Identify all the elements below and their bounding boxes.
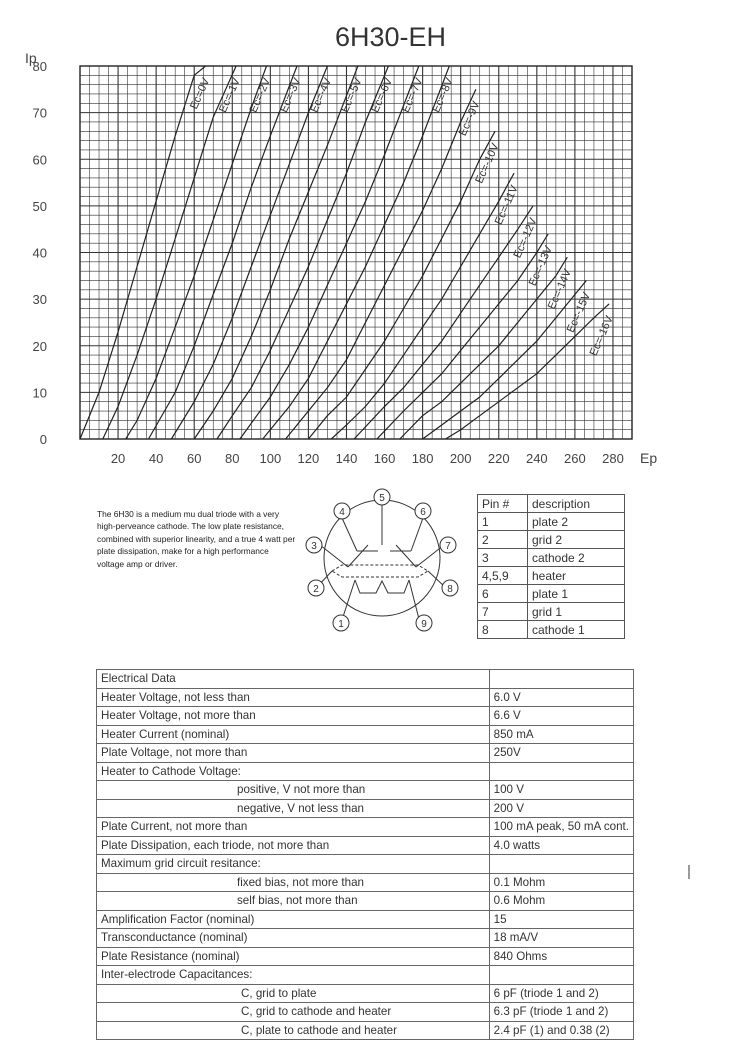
x-tick-label: 160: [373, 451, 396, 466]
spec-value: 100 mA peak, 50 mA cont.: [489, 818, 633, 837]
pin-description-cell: grid 1: [528, 603, 625, 621]
pin-table-row: [478, 549, 625, 567]
series-label: Ec=-1V: [217, 76, 243, 115]
series-label: Ec=-11V: [492, 183, 521, 227]
spec-row: [97, 688, 634, 707]
pin-number: 2: [313, 584, 319, 595]
spec-label: Heater Voltage, not more than: [97, 707, 490, 726]
series-label: Ec=-3V: [277, 76, 304, 115]
spec-row: [97, 855, 634, 874]
spec-row: [97, 836, 634, 855]
series-label: Ec=-7V: [399, 76, 426, 115]
y-tick-label: 50: [32, 198, 47, 214]
spec-label: C, grid to cathode and heater: [97, 1003, 490, 1022]
pin-table-row: [478, 567, 625, 585]
y-tick-label: 0: [39, 432, 47, 447]
series-label: Ec=-10V: [473, 141, 502, 186]
x-tick-label: 220: [487, 451, 510, 466]
pin-description-cell: grid 2: [528, 531, 625, 549]
spec-label: Plate Voltage, not more than: [97, 744, 490, 763]
spec-row: [97, 873, 634, 892]
spec-value: [489, 762, 633, 781]
series-label: Ec=-2V: [247, 76, 274, 115]
y-tick-label: 10: [32, 385, 47, 401]
pin-description-cell: cathode 2: [528, 549, 625, 567]
spec-label: C, plate to cathode and heater: [97, 1021, 490, 1040]
x-tick-label: 40: [148, 451, 164, 466]
spec-row: [97, 984, 634, 1003]
spec-label: Amplification Factor (nominal): [97, 910, 490, 929]
x-tick-label: 120: [297, 451, 320, 466]
spec-label: C, grid to plate: [97, 984, 490, 1003]
pin-description-cell: plate 1: [528, 585, 625, 603]
series-label: Ec=-8V: [430, 76, 457, 115]
series-label: Ec=0V: [188, 76, 213, 112]
spec-label: Heater to Cathode Voltage:: [97, 762, 490, 781]
spec-row: [97, 799, 634, 818]
pin-number-cell: 2: [478, 531, 528, 549]
y-tick-label: 40: [32, 245, 47, 261]
series-label: Ec=-16V: [587, 314, 616, 358]
pin-number: 8: [447, 584, 453, 595]
spec-value: 840 Ohms: [489, 947, 633, 966]
y-tick-label: 60: [32, 152, 47, 168]
spec-row: [97, 818, 634, 837]
spec-value: 0.1 Mohm: [489, 873, 633, 892]
spec-row: [97, 892, 634, 911]
series-label: Ec=-14V: [545, 267, 575, 312]
spec-value: 0.6 Mohm: [489, 892, 633, 911]
spec-value: 6.3 pF (triode 1 and 2): [489, 1003, 633, 1022]
x-tick-label: 180: [411, 451, 434, 466]
spec-label: Electrical Data: [97, 670, 490, 689]
y-tick-label: 70: [32, 105, 47, 121]
spec-value: 100 V: [489, 781, 633, 800]
spec-value: 250V: [489, 744, 633, 763]
tube-description: The 6H30 is a medium mu dual triode with a very high-perveance cathode. The low plate resistance, combined with superior linearity, and a true 4 watt per plate dissipation, make for a high performance voltage amp or driver.: [97, 509, 296, 569]
spec-label: Inter-electrode Capacitances:: [97, 966, 490, 985]
pin-table-row: [478, 585, 625, 603]
spec-row: [97, 929, 634, 948]
spec-row: [97, 744, 634, 763]
spec-value: 6.6 V: [489, 707, 633, 726]
x-tick-label: 260: [564, 451, 586, 466]
series-label: Ec=-5V: [338, 76, 365, 115]
pin-number: 4: [339, 507, 345, 518]
spec-row: [97, 910, 634, 929]
spec-row: [97, 1021, 634, 1040]
spec-label: fixed bias, not more than: [97, 873, 490, 892]
spec-value: 2.4 pF (1) and 0.38 (2): [489, 1021, 633, 1040]
pin-table-row: [478, 531, 625, 549]
series-labels: [188, 76, 616, 358]
spec-value: 200 V: [489, 799, 633, 818]
spec-value: 6.0 V: [489, 688, 633, 707]
pin-table-header: [478, 495, 625, 513]
pin-number: 1: [338, 619, 344, 630]
pin-description-cell: heater: [528, 567, 625, 585]
spec-value: 6 pF (triode 1 and 2): [489, 984, 633, 1003]
spec-row: [97, 762, 634, 781]
x-tick-label: 20: [110, 451, 126, 466]
spec-value: 4.0 watts: [489, 836, 633, 855]
pin-number: 3: [311, 541, 317, 552]
spec-row: [97, 670, 634, 689]
series-label: Ec=-15V: [564, 290, 594, 335]
pin-number-cell: 8: [478, 621, 528, 639]
spec-row: [97, 966, 634, 985]
series-label: Ec=-6V: [369, 76, 396, 115]
x-tick-label: 140: [335, 451, 358, 466]
pin-number-cell: 3: [478, 549, 528, 567]
series-label: Ec=-12V: [511, 216, 540, 260]
pin-number: 7: [445, 541, 451, 552]
y-tick-label: 80: [32, 59, 47, 74]
pin-description-cell: plate 2: [528, 513, 625, 531]
pin-table-row: [478, 603, 625, 621]
x-tick-label: 280: [602, 451, 624, 466]
pin-table: [477, 494, 625, 639]
spec-label: Heater Current (nominal): [97, 725, 490, 744]
pin-table-row: [478, 621, 625, 639]
spec-label: self bias, not more than: [97, 892, 490, 911]
series-line: [354, 206, 533, 439]
series-label: Ec=-9V: [456, 99, 483, 138]
spec-value: [489, 670, 633, 689]
series-label: Ec=-13V: [526, 244, 555, 288]
y-tick-label: 20: [32, 338, 47, 354]
spec-label: negative, V not less than: [97, 799, 490, 818]
pin-table-row: [478, 513, 625, 531]
spec-value: 850 mA: [489, 725, 633, 744]
series-line: [286, 89, 476, 439]
x-tick-label: 80: [225, 451, 240, 466]
pin-number: 6: [420, 507, 426, 518]
spec-row: [97, 947, 634, 966]
pin-number: 9: [421, 619, 427, 630]
x-tick-label: 60: [186, 451, 202, 466]
spec-label: Plate Dissipation, each triode, not more than: [97, 836, 490, 855]
electrical-data-table: [96, 669, 634, 1040]
pin-number-cell: 1: [478, 513, 528, 531]
series-line: [423, 281, 587, 440]
pin-description-cell: cathode 1: [528, 621, 625, 639]
x-tick-label: 100: [259, 451, 282, 466]
scan-mark: [688, 865, 690, 879]
pin-number-cell: Pin #: [478, 495, 528, 513]
pin-number: 5: [379, 493, 385, 504]
pin-number-cell: 7: [478, 603, 528, 621]
spec-value: 18 mA/V: [489, 929, 633, 948]
plate-curves-chart: [0, 0, 740, 480]
page-title: 6H30-EH: [335, 22, 447, 52]
spec-label: Maximum grid circuit resitance:: [97, 855, 490, 874]
pin-number-cell: 6: [478, 585, 528, 603]
spec-row: [97, 707, 634, 726]
y-axis-label: Ip: [25, 50, 37, 66]
pin-description-cell: description: [528, 495, 625, 513]
spec-label: Heater Voltage, not less than: [97, 688, 490, 707]
series-label: Ec=-4V: [308, 76, 335, 115]
y-tick-label: 30: [32, 292, 47, 308]
spec-value: 15: [489, 910, 633, 929]
pin-number-cell: 4,5,9: [478, 567, 528, 585]
spec-row: [97, 781, 634, 800]
spec-label: Plate Current, not more than: [97, 818, 490, 837]
spec-value: [489, 966, 633, 985]
spec-label: Transconductance (nominal): [97, 929, 490, 948]
x-axis-label: Ep: [640, 450, 658, 466]
series-line: [400, 257, 568, 439]
spec-value: [489, 855, 633, 874]
spec-row: [97, 725, 634, 744]
x-tick-label: 240: [525, 451, 548, 466]
spec-row: [97, 1003, 634, 1022]
tube-pinout-diagram: [300, 485, 470, 635]
spec-label: positive, V not more than: [97, 781, 490, 800]
x-tick-label: 200: [449, 451, 472, 466]
spec-label: Plate Resistance (nominal): [97, 947, 490, 966]
